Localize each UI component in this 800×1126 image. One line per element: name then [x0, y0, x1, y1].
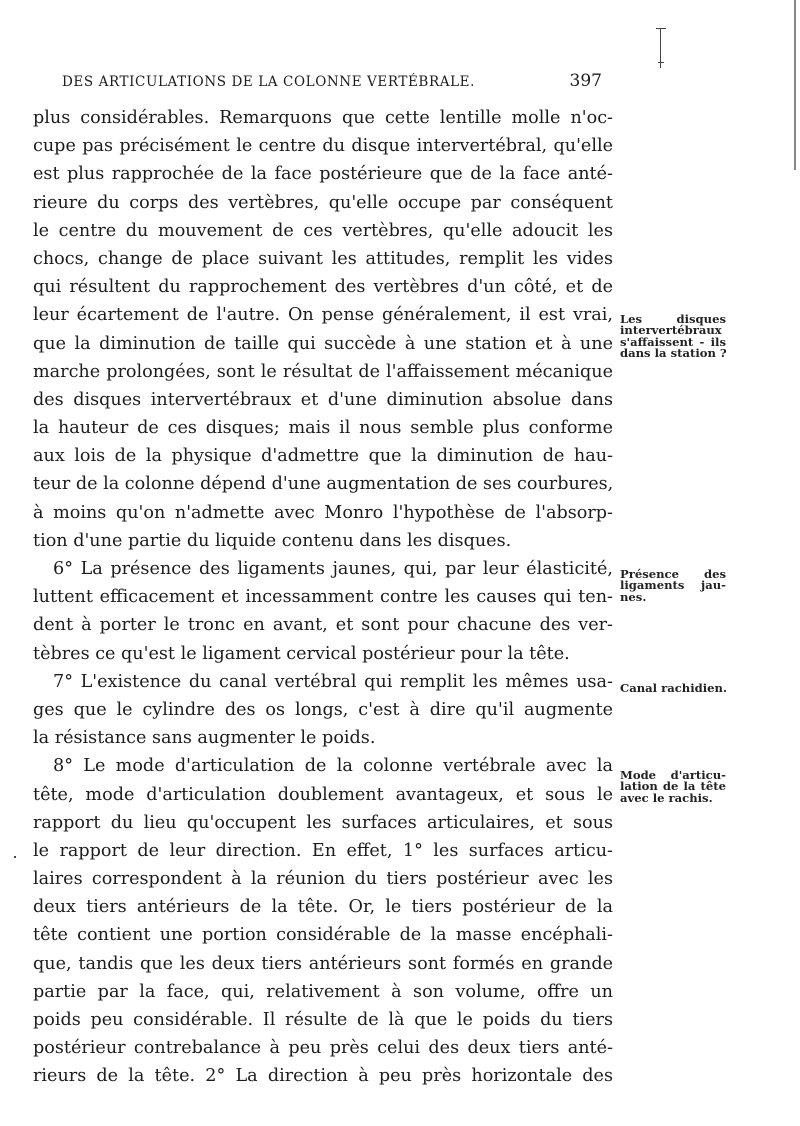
text-line: laires correspondent à la réunion du tiers postérieur avec les: [33, 869, 613, 890]
page-number: 397: [569, 71, 602, 91]
text-line: cupe pas précisément le centre du disque intervertébral, qu'elle: [33, 136, 613, 157]
text-line: chocs, change de place suivant les attitudes, remplit les vides: [33, 248, 613, 269]
page-edge-shadow: [794, 0, 796, 170]
text-line: rieurs de la tête. 2° La direction à peu près horizontale des: [33, 1066, 613, 1087]
text-line: aux lois de la physique d'admettre que la diminution de hau-: [33, 446, 613, 467]
text-line: qui résultent du rapprochement des vertèbres d'un côté, et de: [33, 277, 613, 298]
text-line: partie par la face, qui, relativement à son volume, offre un: [33, 981, 613, 1002]
margin-note-disques: [620, 314, 726, 360]
text-line: marche prolongées, sont le résultat de l'affaissement mécanique: [33, 361, 613, 382]
text-line: leur écartement de l'autre. On pense généralement, il est vrai,: [33, 305, 613, 326]
text-line: dent à porter le tronc en avant, et sont pour chacune des ver-: [33, 615, 613, 636]
running-header: [62, 71, 602, 91]
margin-note-line: nes.: [620, 589, 647, 604]
margin-note-line: s'affaissent - ils: [620, 334, 726, 349]
margin-note-line: Les disques: [620, 312, 726, 326]
scan-mark: [658, 62, 664, 63]
text-line: tion d'une partie du liquide contenu dans les disques.: [33, 530, 512, 551]
text-line: à moins qu'on n'admette avec Monro l'hypothèse de l'absorp-: [33, 502, 613, 523]
text-line: deux tiers antérieurs de la tête. Or, le tiers postérieur de la: [33, 897, 613, 918]
text-line: 6° La présence des ligaments jaunes, qui, par leur élasticité,: [53, 559, 613, 579]
text-line: que la diminution de taille qui succède à une station et à une: [33, 333, 613, 354]
text-line: poids peu considérable. Il résulte de là que le poids du tiers: [33, 1010, 613, 1030]
text-line: la résistance sans augmenter le poids.: [33, 728, 376, 749]
text-line: rapport du lieu qu'occupent les surfaces articulaires, et sous: [33, 812, 613, 833]
text-line: est plus rapprochée de la face postérieure que de la face anté-: [33, 164, 613, 185]
text-line: tête, mode d'articulation doublement avantageux, et sous le: [33, 784, 613, 805]
text-line: ges que le cylindre des os longs, c'est à dire qu'il augmente: [33, 699, 613, 720]
margin-note-line: Présence des: [620, 567, 726, 581]
margin-note-line: avec le rachis.: [620, 790, 713, 805]
text-line: 8° Le mode d'articulation de la colonne vertébrale avec la: [53, 756, 613, 777]
text-line: rieure du corps des vertèbres, qu'elle occupe par conséquent: [33, 192, 613, 213]
margin-note-line: lation de la tête: [620, 779, 726, 794]
text-line: tèbres ce qu'est le ligament cervical postérieur pour la tête.: [33, 643, 570, 664]
text-line: postérieur contrebalance à peu près celui des deux tiers anté-: [33, 1038, 613, 1059]
text-line: que, tandis que les deux tiers antérieurs sont formés en grande: [33, 953, 613, 974]
margin-note-line: Mode d'articu-: [620, 768, 726, 782]
text-line: teur de la colonne dépend d'une augmentation de ses courbures,: [33, 474, 613, 495]
margin-note-canal: [620, 683, 726, 694]
text-line: plus considérables. Remarquons que cette lentille molle n'oc-: [33, 108, 613, 128]
text-line: la hauteur de ces disques; mais il nous semble plus conforme: [33, 418, 613, 439]
body-text: [33, 104, 613, 1091]
margin-note-articulation: [620, 770, 726, 804]
margin-note-line: ligaments jau-: [620, 578, 726, 593]
margin-note-line: dans la station ?: [620, 346, 727, 361]
scan-mark: [656, 28, 666, 29]
text-line: le rapport de leur direction. En effet, 1° les surfaces articu-: [33, 840, 613, 861]
text-line: luttent efficacement et incessamment contre les causes qui ten-: [33, 587, 613, 608]
margin-note-line: Canal rachidien.: [620, 681, 727, 695]
margin-note-line: intervertébraux: [620, 323, 722, 338]
text-line: des disques intervertébraux et d'une diminution absolue dans: [33, 389, 613, 410]
text-line: tête contient une portion considérable de la masse encéphali-: [33, 925, 613, 946]
margin-note-ligaments: [620, 569, 726, 603]
text-line: 7° L'existence du canal vertébral qui remplit les mêmes usa-: [53, 671, 613, 692]
running-title: DES ARTICULATIONS DE LA COLONNE VERTÉBRALE.: [62, 74, 475, 90]
scan-speck: [14, 856, 16, 858]
text-line: le centre du mouvement de ces vertèbres, qu'elle adoucit les: [33, 220, 613, 241]
